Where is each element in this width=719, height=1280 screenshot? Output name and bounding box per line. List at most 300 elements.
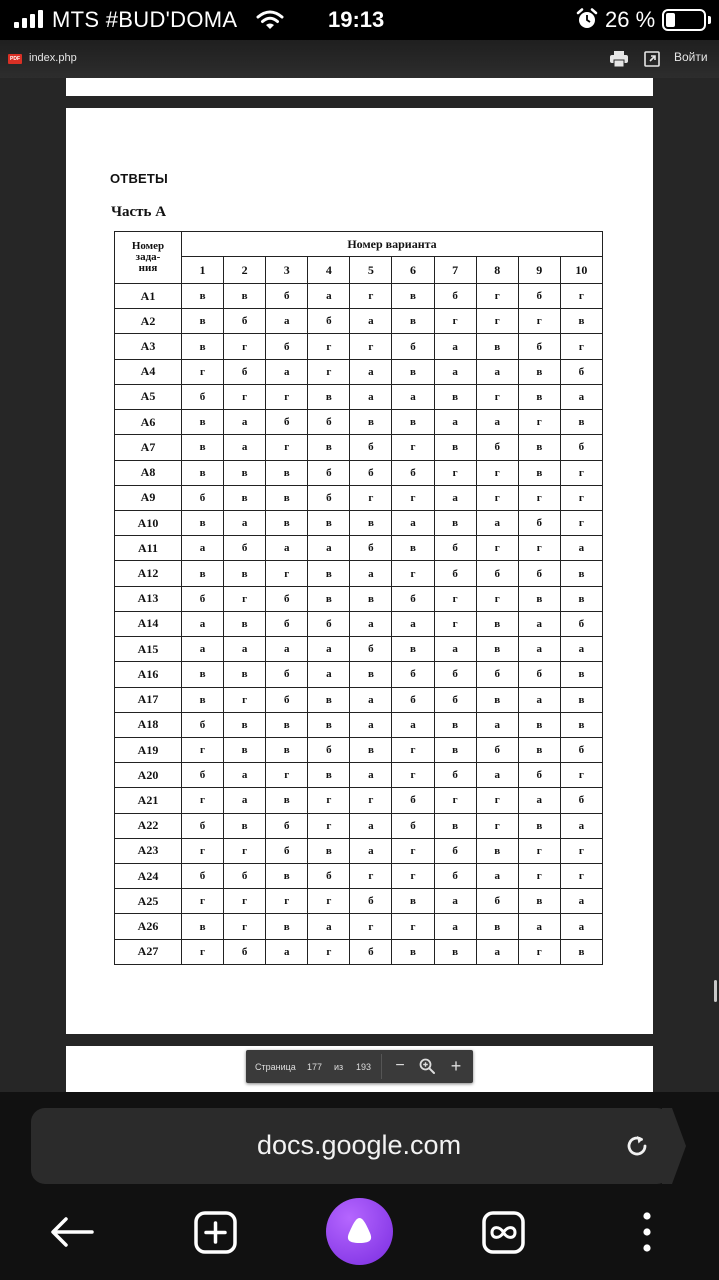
table-row — [115, 284, 603, 309]
table-row — [115, 435, 603, 460]
tabs-icon[interactable] — [193, 1210, 238, 1255]
answer-cell: а — [434, 485, 476, 510]
table-row — [115, 359, 603, 384]
task-number-cell: A4 — [115, 359, 182, 384]
variant-number: 1 — [182, 257, 224, 284]
answer-cell: а — [266, 536, 308, 561]
answer-cell: в — [392, 359, 434, 384]
reload-icon[interactable] — [623, 1132, 651, 1160]
answer-cell: а — [308, 914, 350, 939]
alarm-icon — [576, 8, 598, 30]
answer-cell: а — [266, 359, 308, 384]
answer-cell: а — [434, 359, 476, 384]
more-menu-icon[interactable] — [640, 1210, 654, 1254]
sync-icon[interactable] — [481, 1210, 526, 1255]
answer-cell: г — [518, 864, 560, 889]
answer-cell: в — [182, 284, 224, 309]
answer-cell: в — [308, 763, 350, 788]
variant-number-header: Номер варианта — [182, 232, 603, 257]
answer-cell: г — [350, 788, 392, 813]
answer-cell: б — [266, 611, 308, 636]
answer-cell: а — [350, 359, 392, 384]
signal-icon — [14, 10, 44, 28]
answer-cell: в — [182, 410, 224, 435]
answer-cell: г — [434, 460, 476, 485]
answer-cell: б — [266, 410, 308, 435]
answer-cell: б — [434, 763, 476, 788]
answer-cell: г — [224, 334, 266, 359]
task-number-cell: A5 — [115, 384, 182, 409]
answer-cell: б — [182, 763, 224, 788]
answer-cell: в — [560, 687, 602, 712]
answer-cell: а — [476, 410, 518, 435]
task-number-cell: A10 — [115, 510, 182, 535]
variant-number: 3 — [266, 257, 308, 284]
answer-cell: б — [224, 939, 266, 964]
task-number-cell: A6 — [115, 410, 182, 435]
answer-cell: в — [350, 737, 392, 762]
answer-cell: в — [476, 334, 518, 359]
answer-cell: а — [476, 510, 518, 535]
battery-level — [666, 13, 675, 27]
variant-number: 10 — [560, 257, 602, 284]
answer-cell: г — [350, 864, 392, 889]
answer-cell: в — [434, 712, 476, 737]
task-number-cell: A8 — [115, 460, 182, 485]
answer-cell: а — [308, 662, 350, 687]
answer-cell: б — [266, 662, 308, 687]
variant-number: 7 — [434, 257, 476, 284]
answer-cell: г — [434, 586, 476, 611]
answer-cell: а — [476, 359, 518, 384]
answer-cell: г — [476, 284, 518, 309]
answer-cell: а — [266, 939, 308, 964]
answer-cell: б — [308, 309, 350, 334]
answer-cell: г — [434, 309, 476, 334]
answer-cell: в — [266, 737, 308, 762]
answer-cell: в — [434, 510, 476, 535]
answer-cell: в — [266, 864, 308, 889]
answer-cell: б — [308, 611, 350, 636]
answer-cell: а — [560, 637, 602, 662]
answer-cell: б — [518, 662, 560, 687]
variant-number: 4 — [308, 257, 350, 284]
answer-cell: а — [350, 611, 392, 636]
answer-cell: г — [224, 838, 266, 863]
answer-cell: г — [476, 813, 518, 838]
answer-cell: г — [182, 359, 224, 384]
answer-cell: в — [476, 687, 518, 712]
answer-cell: а — [434, 889, 476, 914]
answer-cell: а — [308, 637, 350, 662]
answer-cell: в — [518, 460, 560, 485]
answer-cell: б — [350, 889, 392, 914]
answer-cell: б — [266, 284, 308, 309]
answer-cell: в — [308, 838, 350, 863]
answer-cell: г — [392, 763, 434, 788]
answer-cell: а — [224, 435, 266, 460]
answer-cell: в — [308, 435, 350, 460]
answer-cell: г — [224, 586, 266, 611]
answer-cell: б — [266, 687, 308, 712]
answer-cell: в — [560, 586, 602, 611]
answer-cell: б — [560, 788, 602, 813]
answer-cell: в — [392, 637, 434, 662]
answer-cell: а — [560, 889, 602, 914]
answer-cell: г — [350, 284, 392, 309]
back-arrow-icon[interactable] — [48, 1212, 96, 1252]
carrier-name: MTS #BUD'DOMA — [52, 7, 238, 32]
answer-cell: г — [476, 536, 518, 561]
answer-cell: г — [518, 838, 560, 863]
answer-cell: а — [182, 536, 224, 561]
task-number-cell: A16 — [115, 662, 182, 687]
answer-cell: г — [308, 788, 350, 813]
task-number-cell: A15 — [115, 637, 182, 662]
document-page — [66, 108, 653, 1034]
answers-table — [114, 231, 603, 965]
answer-cell: в — [392, 536, 434, 561]
answer-cell: г — [560, 334, 602, 359]
answer-cell: г — [350, 334, 392, 359]
answer-cell: а — [518, 788, 560, 813]
answer-cell: а — [266, 309, 308, 334]
answer-cell: г — [518, 485, 560, 510]
pdf-file-icon: PDF — [10, 56, 20, 62]
answer-cell: г — [560, 838, 602, 863]
answer-cell: а — [560, 813, 602, 838]
part-heading: Часть А — [111, 204, 167, 220]
answer-cell: б — [350, 435, 392, 460]
answer-cell: в — [518, 586, 560, 611]
answer-cell: а — [350, 712, 392, 737]
table-row — [115, 611, 603, 636]
answer-cell: в — [434, 939, 476, 964]
answer-cell: в — [224, 561, 266, 586]
answer-cell: б — [350, 637, 392, 662]
answer-cell: б — [476, 737, 518, 762]
variant-number: 6 — [392, 257, 434, 284]
answer-cell: г — [266, 435, 308, 460]
zoom-in-button[interactable]: + — [450, 1056, 462, 1076]
answer-cell: г — [308, 334, 350, 359]
table-row — [115, 410, 603, 435]
answer-cell: в — [518, 435, 560, 460]
answer-cell: г — [224, 914, 266, 939]
table-row — [115, 939, 603, 964]
answer-cell: в — [308, 712, 350, 737]
answer-cell: в — [518, 889, 560, 914]
answer-cell: а — [392, 712, 434, 737]
file-name: index.php — [29, 52, 77, 64]
answer-cell: в — [182, 510, 224, 535]
answer-cell: г — [224, 687, 266, 712]
wifi-icon — [256, 9, 284, 31]
answer-cell: г — [182, 788, 224, 813]
answer-cell: б — [308, 864, 350, 889]
previous-page — [66, 78, 653, 96]
answer-cell: б — [266, 586, 308, 611]
answer-cell: в — [182, 334, 224, 359]
answer-cell: б — [182, 864, 224, 889]
answer-cell: а — [518, 637, 560, 662]
battery-cap — [708, 16, 711, 24]
answer-cell: в — [518, 813, 560, 838]
answer-cell: в — [224, 611, 266, 636]
answer-cell: а — [224, 788, 266, 813]
answer-cell: г — [308, 359, 350, 384]
answer-cell: в — [266, 510, 308, 535]
answer-cell: б — [476, 435, 518, 460]
answer-cell: в — [392, 939, 434, 964]
answer-cell: б — [182, 586, 224, 611]
answer-cell: г — [476, 586, 518, 611]
answer-cell: б — [392, 334, 434, 359]
answer-cell: в — [308, 510, 350, 535]
answer-cell: в — [434, 435, 476, 460]
table-row — [115, 586, 603, 611]
answer-cell: г — [560, 510, 602, 535]
answer-cell: в — [224, 712, 266, 737]
answer-cell: в — [476, 637, 518, 662]
answer-cell: б — [308, 737, 350, 762]
answer-cell: в — [476, 611, 518, 636]
answer-cell: а — [224, 410, 266, 435]
answer-cell: в — [392, 309, 434, 334]
answer-cell: б — [434, 864, 476, 889]
answer-cell: б — [518, 334, 560, 359]
table-row — [115, 788, 603, 813]
answer-cell: в — [182, 561, 224, 586]
answer-cell: в — [224, 662, 266, 687]
answer-cell: а — [308, 284, 350, 309]
table-row — [115, 309, 603, 334]
answer-cell: г — [266, 763, 308, 788]
answer-cell: г — [392, 561, 434, 586]
answer-cell: г — [308, 813, 350, 838]
answer-cell: г — [224, 384, 266, 409]
answer-cell: в — [392, 284, 434, 309]
browser-bottom-bar — [0, 1092, 719, 1280]
pdf-viewer — [0, 40, 719, 1092]
answer-cell: б — [434, 284, 476, 309]
answer-cell: б — [434, 561, 476, 586]
answer-cell: а — [560, 384, 602, 409]
answer-cell: г — [392, 914, 434, 939]
answer-cell: а — [224, 637, 266, 662]
answer-cell: б — [476, 662, 518, 687]
answer-cell: в — [392, 889, 434, 914]
variant-number: 2 — [224, 257, 266, 284]
answer-cell: г — [434, 788, 476, 813]
alice-assistant-icon — [344, 1215, 375, 1246]
answer-cell: в — [224, 460, 266, 485]
answer-cell: б — [308, 460, 350, 485]
table-row — [115, 838, 603, 863]
answer-cell: г — [560, 864, 602, 889]
table-row — [115, 334, 603, 359]
controls-divider — [381, 1054, 382, 1079]
answer-cell: г — [392, 737, 434, 762]
table-row — [115, 485, 603, 510]
answer-cell: в — [224, 284, 266, 309]
answer-cell: б — [182, 712, 224, 737]
answer-cell: г — [392, 485, 434, 510]
answer-cell: г — [350, 914, 392, 939]
answer-cell: в — [308, 384, 350, 409]
answer-cell: в — [182, 914, 224, 939]
answer-cell: в — [434, 737, 476, 762]
answer-cell: б — [434, 662, 476, 687]
answer-cell: в — [560, 410, 602, 435]
answer-cell: б — [308, 410, 350, 435]
answer-cell: в — [560, 561, 602, 586]
task-number-cell: A26 — [115, 914, 182, 939]
answer-cell: г — [266, 889, 308, 914]
answer-cell: г — [518, 309, 560, 334]
answer-cell: в — [266, 460, 308, 485]
answer-cell: г — [182, 939, 224, 964]
answer-cell: а — [266, 637, 308, 662]
open-in-new-icon[interactable] — [644, 51, 660, 67]
answer-cell: а — [434, 334, 476, 359]
battery-percent: 26 % — [605, 7, 656, 32]
task-number-cell: A19 — [115, 737, 182, 762]
answer-cell: б — [560, 611, 602, 636]
zoom-out-button[interactable]: − — [395, 1057, 405, 1074]
answer-cell: г — [182, 889, 224, 914]
answer-cell: в — [308, 687, 350, 712]
table-row — [115, 763, 603, 788]
answer-cell: а — [392, 384, 434, 409]
task-number-cell: A17 — [115, 687, 182, 712]
answer-cell: в — [518, 712, 560, 737]
table-row — [115, 864, 603, 889]
page-controls — [246, 1050, 473, 1083]
answer-cell: в — [308, 561, 350, 586]
answer-cell: б — [350, 536, 392, 561]
page-of-label: из — [334, 1062, 344, 1072]
task-number-header: Номер зада- ния — [115, 232, 182, 284]
answer-cell: г — [560, 284, 602, 309]
variant-number: 9 — [518, 257, 560, 284]
table-row — [115, 914, 603, 939]
answer-cell: а — [476, 939, 518, 964]
answer-cell: а — [350, 687, 392, 712]
table-row — [115, 637, 603, 662]
answer-cell: г — [224, 889, 266, 914]
answer-cell: в — [350, 510, 392, 535]
task-number-cell: A14 — [115, 611, 182, 636]
battery-icon — [662, 9, 706, 31]
answer-cell: а — [518, 687, 560, 712]
table-row — [115, 687, 603, 712]
answer-cell: в — [518, 384, 560, 409]
answer-cell: б — [392, 586, 434, 611]
answer-cell: а — [518, 914, 560, 939]
answer-cell: г — [476, 309, 518, 334]
total-pages: 193 — [356, 1062, 372, 1072]
answer-cell: б — [560, 435, 602, 460]
answer-cell: а — [182, 637, 224, 662]
answer-cell: а — [476, 712, 518, 737]
table-row — [115, 460, 603, 485]
answer-cell: в — [560, 309, 602, 334]
answer-cell: б — [224, 309, 266, 334]
answer-cell: б — [518, 561, 560, 586]
alice-assistant-button[interactable] — [326, 1198, 393, 1265]
task-number-cell: A25 — [115, 889, 182, 914]
current-page-number[interactable]: 177 — [307, 1062, 323, 1072]
answer-cell: в — [182, 687, 224, 712]
task-number-cell: A23 — [115, 838, 182, 863]
answer-cell: г — [476, 485, 518, 510]
answer-cell: в — [434, 384, 476, 409]
sign-in-button[interactable]: Войти — [674, 50, 708, 64]
answer-cell: а — [434, 410, 476, 435]
status-bar — [0, 0, 719, 40]
answer-cell: г — [560, 485, 602, 510]
answer-cell: а — [392, 510, 434, 535]
answer-cell: а — [434, 914, 476, 939]
task-number-cell: A2 — [115, 309, 182, 334]
table-row — [115, 662, 603, 687]
zoom-icon[interactable] — [419, 1058, 435, 1074]
answer-cell: б — [182, 813, 224, 838]
answer-cell: г — [434, 611, 476, 636]
answer-cell: г — [266, 561, 308, 586]
task-number-cell: A12 — [115, 561, 182, 586]
answer-cell: б — [224, 864, 266, 889]
answer-cell: г — [518, 939, 560, 964]
answer-cell: а — [224, 510, 266, 535]
task-number-cell: A3 — [115, 334, 182, 359]
answer-cell: б — [392, 813, 434, 838]
answer-cell: г — [308, 939, 350, 964]
answer-cell: б — [518, 284, 560, 309]
answer-cell: г — [308, 889, 350, 914]
answer-cell: в — [224, 485, 266, 510]
answer-cell: г — [392, 864, 434, 889]
table-row — [115, 889, 603, 914]
page-heading: ОТВЕТЫ — [110, 171, 168, 186]
table-row — [115, 510, 603, 535]
answer-cell: б — [560, 359, 602, 384]
print-icon[interactable] — [610, 51, 628, 67]
scrollbar-thumb[interactable] — [714, 980, 717, 1002]
answer-cell: б — [476, 889, 518, 914]
answer-cell: а — [476, 763, 518, 788]
answer-cell: в — [266, 712, 308, 737]
answer-cell: а — [560, 914, 602, 939]
page-label: Страница — [255, 1062, 296, 1072]
task-number-cell: A27 — [115, 939, 182, 964]
answer-cell: г — [476, 788, 518, 813]
answer-cell: г — [560, 763, 602, 788]
task-number-cell: A18 — [115, 712, 182, 737]
answer-cell: а — [518, 611, 560, 636]
address-bar[interactable] — [31, 1108, 671, 1184]
answer-cell: в — [224, 737, 266, 762]
task-number-cell: A1 — [115, 284, 182, 309]
answer-cell: в — [182, 460, 224, 485]
url-text[interactable]: docs.google.com — [256, 1130, 462, 1160]
answer-cell: г — [476, 384, 518, 409]
table-row — [115, 384, 603, 409]
answer-cell: г — [476, 460, 518, 485]
answer-cell: в — [476, 838, 518, 863]
answer-cell: в — [350, 410, 392, 435]
